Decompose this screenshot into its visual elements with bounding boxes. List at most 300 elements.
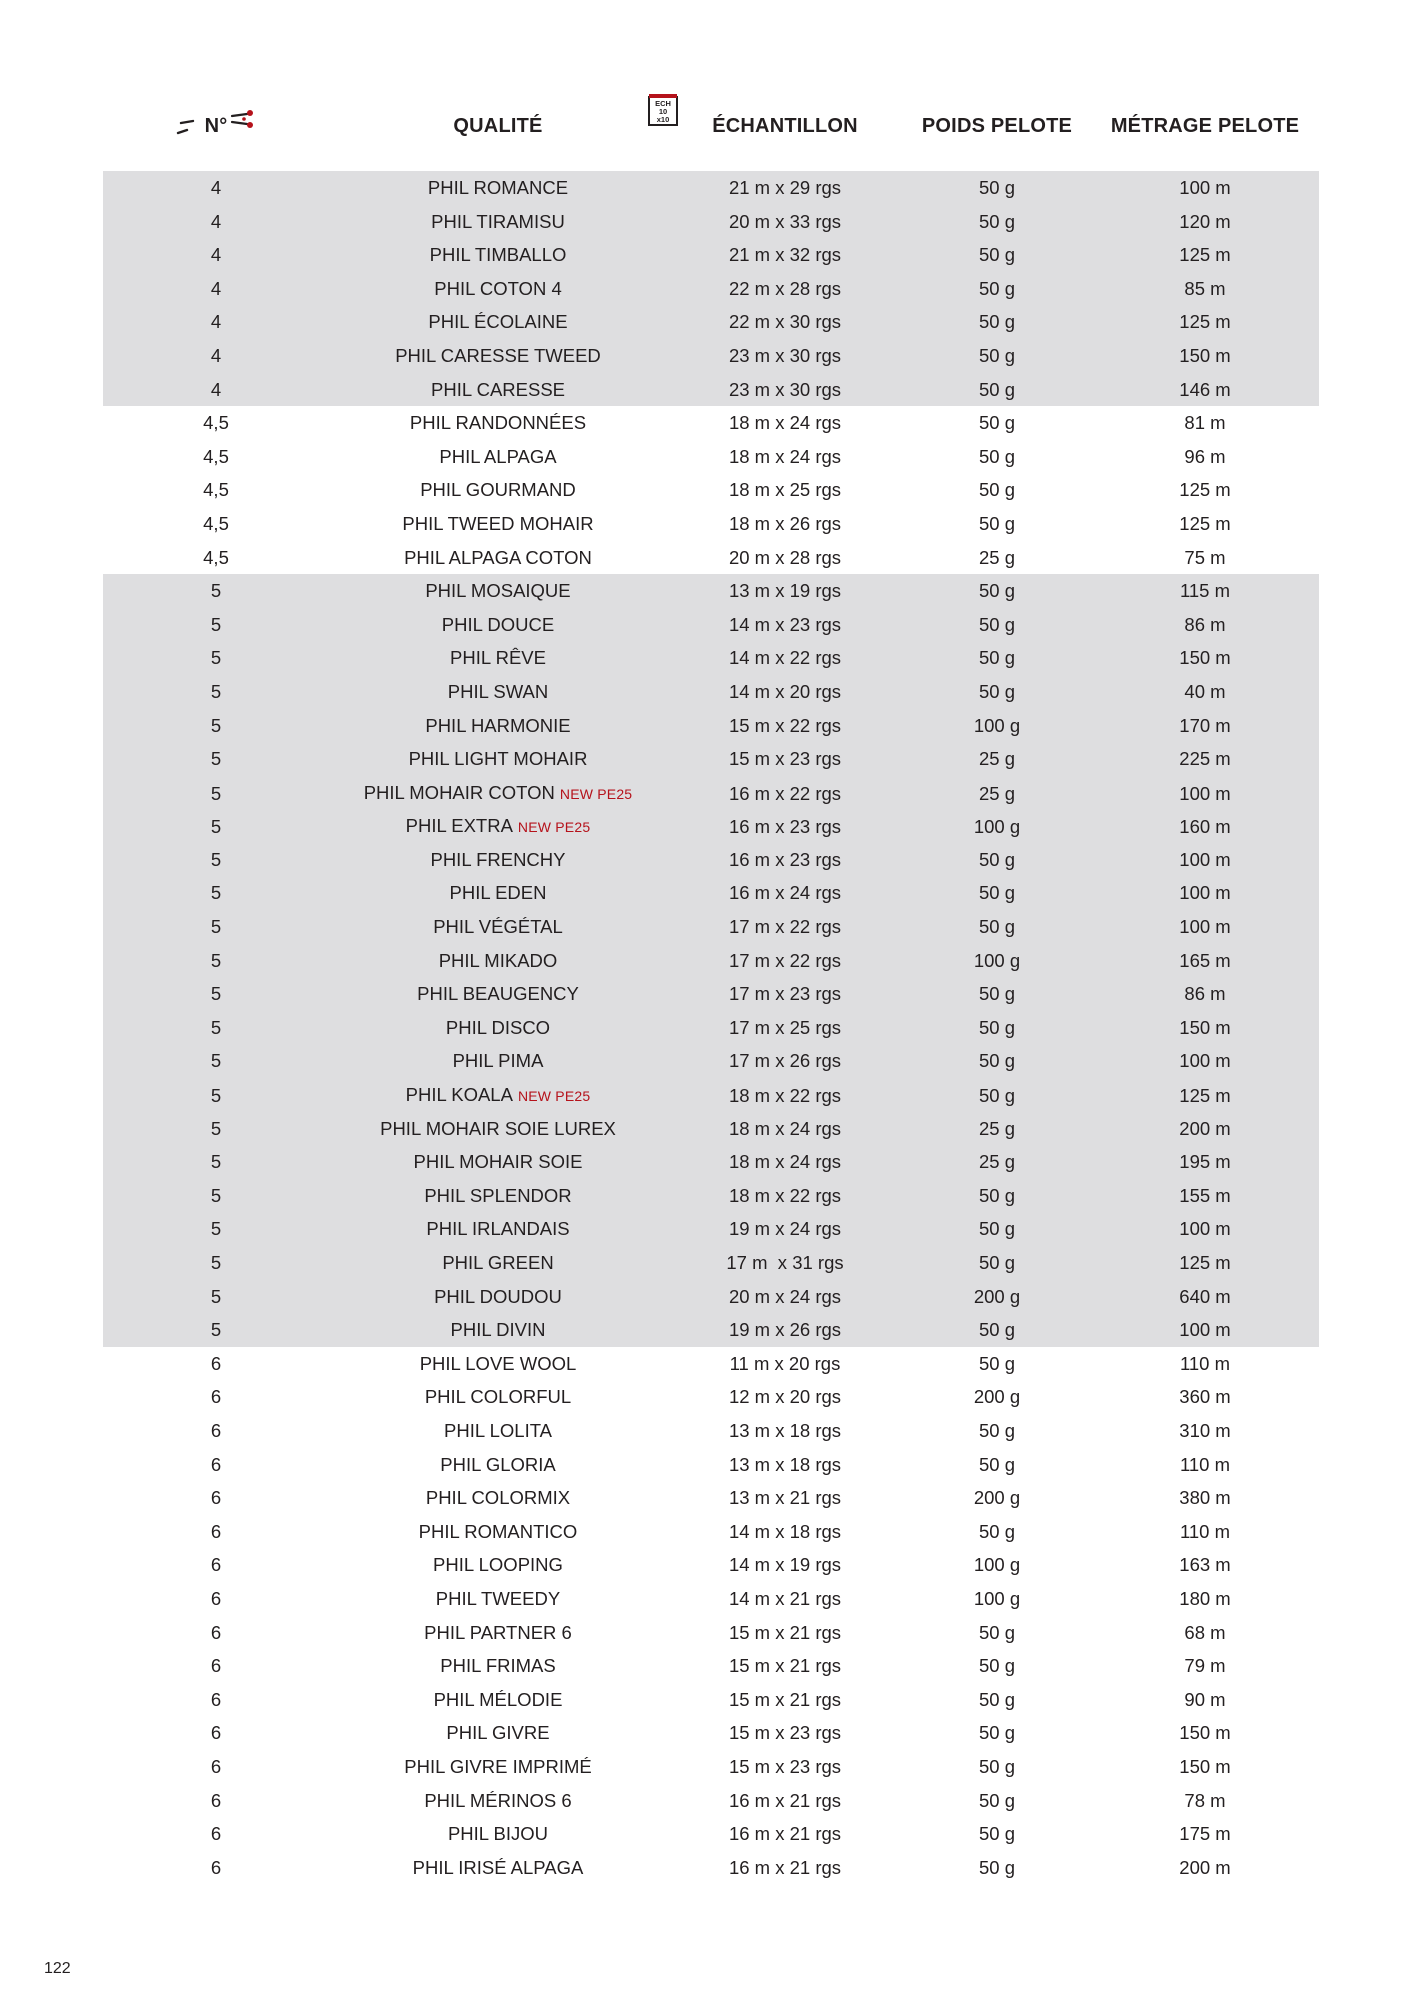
ball-weight-cell: 50 g: [978, 680, 1015, 702]
table-row: [103, 541, 1319, 575]
ball-length-cell: 100 m: [1179, 782, 1231, 804]
needle-size-cell: 4: [210, 210, 222, 232]
ball-length-cell: 86 m: [1184, 613, 1226, 635]
ball-length-cell: 180 m: [1179, 1587, 1231, 1609]
ball-length-cell: 75 m: [1184, 546, 1226, 568]
quality-cell: [329, 1582, 667, 1616]
table-row: [103, 1313, 1319, 1347]
quality-cell: [329, 1515, 667, 1549]
table-row: [103, 339, 1319, 373]
needle-size-cell: 6: [210, 1789, 222, 1811]
header-needle-size-label: N°: [204, 114, 228, 137]
ball-weight-cell: 50 g: [978, 1722, 1015, 1744]
sample-cell: 15 m x 21 rgs: [728, 1655, 842, 1677]
needle-size-cell: 5: [210, 848, 222, 870]
needle-size-cell: 5: [210, 1252, 222, 1273]
swatch-icon-line1: ECH: [655, 99, 671, 108]
ball-length-cell: 100 m: [1179, 882, 1231, 904]
ball-weight-cell: 50 g: [978, 445, 1015, 467]
ball-length-cell: 163 m: [1179, 1554, 1231, 1576]
ball-length-cell: 165 m: [1179, 949, 1231, 971]
table-row: [103, 944, 1319, 978]
quality-name: PHIL DOUDOU: [434, 1285, 562, 1307]
table-row: [103, 473, 1319, 507]
sample-cell: 13 m x 18 rgs: [728, 1453, 842, 1475]
ball-weight-cell: 200 g: [973, 1487, 1021, 1509]
ball-weight-cell: 50 g: [978, 1050, 1015, 1072]
sample-cell: 13 m x 18 rgs: [728, 1419, 842, 1441]
ball-weight-cell: 25 g: [978, 546, 1015, 568]
needle-size-cell: 5: [210, 714, 222, 736]
quality-name: PHIL GOURMAND: [420, 479, 576, 501]
ball-weight-cell: 50 g: [978, 1823, 1015, 1845]
gauge-swatch-icon: [646, 93, 680, 127]
quality-name: PHIL PIMA: [452, 1050, 544, 1072]
needle-size-cell: 6: [210, 1554, 222, 1576]
needle-size-cell: 4,5: [203, 512, 229, 534]
quality-cell: [329, 272, 667, 306]
quality-name: PHIL GIVRE: [446, 1722, 550, 1744]
sample-cell: 19 m x 24 rgs: [728, 1218, 842, 1240]
quality-cell: [329, 843, 667, 877]
quality-cell: [329, 1616, 667, 1650]
table-row: [103, 1380, 1319, 1414]
sample-cell: 16 m x 21 rgs: [728, 1823, 842, 1845]
sample-cell: 14 m x 20 rgs: [728, 680, 842, 702]
ball-length-cell: 125 m: [1179, 512, 1231, 534]
table-row: [103, 1582, 1319, 1616]
needle-size-cell: 4,5: [203, 479, 229, 501]
header-sample: ÉCHANTILLON: [712, 114, 858, 137]
ball-length-cell: 225 m: [1179, 748, 1231, 770]
table-row: [103, 742, 1319, 776]
ball-weight-cell: 100 g: [973, 1554, 1021, 1576]
table-row: [103, 641, 1319, 675]
yarn-table: [103, 171, 1319, 1884]
ball-weight-cell: 50 g: [978, 1755, 1015, 1777]
ball-weight-cell: 50 g: [978, 882, 1015, 904]
needle-size-cell: 5: [210, 983, 222, 1005]
quality-name: PHIL TIRAMISU: [431, 210, 565, 232]
ball-weight-cell: 50 g: [978, 983, 1015, 1005]
ball-length-cell: 68 m: [1184, 1621, 1226, 1643]
quality-cell: [329, 1179, 667, 1213]
quality-cell: [329, 876, 667, 910]
table-row: [103, 1683, 1319, 1717]
table-row: [103, 305, 1319, 339]
ball-weight-cell: 50 g: [978, 1085, 1015, 1107]
quality-name: PHIL KOALA: [405, 1084, 513, 1106]
quality-name: PHIL MOSAIQUE: [425, 580, 571, 602]
table-row: [103, 1011, 1319, 1045]
sample-cell: 17 m x 31 rgs: [726, 1252, 844, 1273]
quality-name: PHIL GLORIA: [440, 1453, 556, 1475]
quality-cell: [329, 1212, 667, 1246]
quality-name: PHIL DISCO: [445, 1016, 551, 1038]
quality-name: PHIL RANDONNÉES: [409, 412, 587, 434]
quality-cell: [329, 440, 667, 474]
quality-cell: [329, 373, 667, 407]
ball-length-cell: 200 m: [1179, 1117, 1231, 1139]
table-row: [103, 171, 1319, 205]
table-row: [103, 1448, 1319, 1482]
sample-cell: 16 m x 23 rgs: [728, 848, 842, 870]
sample-cell: 17 m x 25 rgs: [728, 1016, 842, 1038]
ball-weight-cell: 50 g: [978, 479, 1015, 501]
sample-cell: 18 m x 22 rgs: [728, 1184, 842, 1206]
needle-size-cell: 5: [210, 647, 222, 669]
ball-length-cell: 150 m: [1179, 1016, 1231, 1038]
sample-cell: 14 m x 22 rgs: [728, 647, 842, 669]
table-row: [103, 910, 1319, 944]
ball-length-cell: 100 m: [1179, 1319, 1231, 1341]
table-row: [103, 1649, 1319, 1683]
ball-weight-cell: 50 g: [978, 580, 1015, 602]
sample-cell: 21 m x 32 rgs: [728, 244, 842, 266]
needle-size-cell: 4,5: [203, 546, 229, 568]
table-row: [103, 1212, 1319, 1246]
quality-cell: [329, 641, 667, 675]
ball-weight-cell: 50 g: [978, 1520, 1015, 1542]
quality-name: PHIL RÊVE: [450, 647, 546, 669]
quality-cell: [329, 473, 667, 507]
needle-size-cell: 6: [210, 1487, 222, 1509]
ball-length-cell: 125 m: [1179, 1252, 1231, 1273]
table-row: [103, 1112, 1319, 1146]
ball-weight-cell: 50 g: [978, 916, 1015, 938]
table-row: [103, 608, 1319, 642]
knitting-needles-icon: [230, 103, 256, 137]
quality-name: PHIL VÉGÉTAL: [433, 916, 563, 938]
new-badge: NEW PE25: [559, 785, 633, 802]
swatch-icon-line2: 10: [658, 107, 668, 116]
sample-cell: 23 m x 30 rgs: [728, 344, 842, 366]
ball-weight-cell: 50 g: [978, 1218, 1015, 1240]
ball-weight-cell: 50 g: [978, 1016, 1015, 1038]
sample-cell: 15 m x 23 rgs: [728, 1755, 842, 1777]
table-row: [103, 1179, 1319, 1213]
needle-size-cell: 5: [210, 748, 222, 770]
quality-name: PHIL ROMANTICO: [418, 1520, 578, 1542]
table-row: [103, 440, 1319, 474]
sample-cell: 16 m x 24 rgs: [728, 882, 842, 904]
quality-name: PHIL ALPAGA: [439, 445, 557, 467]
sample-cell: 18 m x 24 rgs: [728, 1117, 842, 1139]
ball-weight-cell: 50 g: [978, 647, 1015, 669]
table-row: [103, 406, 1319, 440]
quality-cell: [329, 1649, 667, 1683]
quality-cell: [329, 1784, 667, 1818]
ball-weight-cell: 50 g: [978, 378, 1015, 400]
quality-name: PHIL TWEED MOHAIR: [402, 512, 594, 534]
needle-size-cell: 6: [210, 1520, 222, 1542]
ball-weight-cell: 50 g: [978, 1688, 1015, 1710]
ball-weight-cell: 50 g: [978, 1184, 1015, 1206]
needle-size-cell: 6: [210, 1419, 222, 1441]
needle-size-cell: 6: [210, 1688, 222, 1710]
quality-cell: [329, 305, 667, 339]
quality-name: PHIL BEAUGENCY: [417, 983, 579, 1005]
sample-cell: 14 m x 19 rgs: [728, 1554, 842, 1576]
quality-name: PHIL EDEN: [449, 882, 547, 904]
ball-weight-cell: 50 g: [978, 1252, 1015, 1273]
sample-cell: 16 m x 22 rgs: [728, 782, 842, 804]
ball-length-cell: 100 m: [1179, 1218, 1231, 1240]
ball-weight-cell: 50 g: [978, 311, 1015, 333]
quality-cell: [329, 1750, 667, 1784]
sample-cell: 21 m x 29 rgs: [728, 177, 842, 198]
quality-name: PHIL GREEN: [442, 1252, 554, 1273]
table-row: [103, 1750, 1319, 1784]
table-header: [103, 99, 1319, 144]
sample-cell: 17 m x 26 rgs: [728, 1050, 842, 1072]
sample-cell: 15 m x 21 rgs: [728, 1688, 842, 1710]
sample-cell: 23 m x 30 rgs: [728, 378, 842, 400]
ball-weight-cell: 50 g: [978, 848, 1015, 870]
needle-size-cell: 4: [210, 277, 222, 299]
ball-length-cell: 150 m: [1179, 1755, 1231, 1777]
table-row: [103, 1347, 1319, 1381]
ball-length-cell: 115 m: [1179, 580, 1231, 602]
quality-name: PHIL MIKADO: [438, 949, 558, 971]
ball-length-cell: 125 m: [1179, 1085, 1231, 1107]
quality-name: PHIL TWEEDY: [435, 1587, 561, 1609]
new-badge: NEW PE25: [517, 1088, 591, 1105]
table-row: [103, 675, 1319, 709]
quality-cell: [329, 1280, 667, 1314]
ball-weight-cell: 50 g: [978, 512, 1015, 534]
quality-name: PHIL MOHAIR SOIE LUREX: [380, 1117, 616, 1139]
ball-length-cell: 100 m: [1179, 848, 1231, 870]
quality-cell: [329, 709, 667, 743]
quality-cell: [329, 1414, 667, 1448]
quality-cell: [329, 339, 667, 373]
needle-size-cell: 6: [210, 1655, 222, 1677]
ball-weight-cell: 50 g: [978, 1789, 1015, 1811]
needle-size-cell: 4: [210, 311, 222, 333]
needle-size-cell: 5: [210, 882, 222, 904]
sample-cell: 20 m x 28 rgs: [728, 546, 842, 568]
quality-cell: [329, 541, 667, 575]
quality-cell: [329, 574, 667, 608]
quality-name: PHIL ALPAGA COTON: [404, 546, 592, 568]
ball-length-cell: 125 m: [1179, 244, 1231, 266]
quality-cell: [329, 1851, 667, 1885]
ball-weight-cell: 50 g: [978, 412, 1015, 434]
ball-weight-cell: 100 g: [973, 714, 1021, 736]
quality-cell: [329, 776, 667, 812]
ball-length-cell: 110 m: [1179, 1520, 1231, 1542]
quality-name: PHIL DIVIN: [450, 1319, 546, 1341]
sample-cell: 13 m x 21 rgs: [728, 1487, 842, 1509]
sample-cell: 14 m x 21 rgs: [728, 1587, 842, 1609]
needle-size-cell: 5: [210, 1117, 222, 1139]
quality-name: PHIL COTON 4: [434, 277, 562, 299]
ball-weight-cell: 50 g: [978, 1655, 1015, 1677]
ball-length-cell: 125 m: [1179, 311, 1231, 333]
needle-size-cell: 5: [210, 1285, 222, 1307]
quality-cell: [329, 608, 667, 642]
table-row: [103, 1280, 1319, 1314]
quality-cell: [329, 171, 667, 205]
table-row: [103, 776, 1319, 810]
ball-length-cell: 170 m: [1179, 714, 1231, 736]
quality-name: PHIL LIGHT MOHAIR: [408, 748, 588, 770]
ball-length-cell: 310 m: [1179, 1419, 1231, 1441]
sample-cell: 14 m x 18 rgs: [728, 1520, 842, 1542]
swatch-icon-line3: x10: [656, 115, 670, 124]
ball-weight-cell: 50 g: [978, 1621, 1015, 1643]
quality-name: PHIL COLORFUL: [424, 1386, 572, 1408]
table-row: [103, 272, 1319, 306]
ball-length-cell: 79 m: [1184, 1655, 1226, 1677]
needle-size-cell: 6: [210, 1621, 222, 1643]
table-row: [103, 709, 1319, 743]
quality-name: PHIL DOUCE: [441, 613, 555, 635]
quality-name: PHIL ÉCOLAINE: [428, 311, 568, 333]
ball-length-cell: 150 m: [1179, 344, 1231, 366]
ball-weight-cell: 50 g: [978, 1856, 1015, 1878]
ball-weight-cell: 50 g: [978, 277, 1015, 299]
quality-cell: [329, 1683, 667, 1717]
table-row: [103, 1414, 1319, 1448]
sample-cell: 15 m x 23 rgs: [728, 1722, 842, 1744]
quality-name: PHIL IRLANDAIS: [426, 1218, 570, 1240]
ball-length-cell: 81 m: [1184, 412, 1226, 434]
ball-length-cell: 90 m: [1184, 1688, 1226, 1710]
needle-size-cell: 6: [210, 1587, 222, 1609]
ball-length-cell: 78 m: [1184, 1789, 1226, 1811]
quality-cell: [329, 977, 667, 1011]
ball-weight-cell: 25 g: [978, 1151, 1015, 1173]
ball-length-cell: 146 m: [1179, 378, 1231, 400]
sample-cell: 14 m x 23 rgs: [728, 613, 842, 635]
quality-name: PHIL TIMBALLO: [429, 244, 567, 266]
sample-cell: 17 m x 23 rgs: [728, 983, 842, 1005]
quality-cell: [329, 406, 667, 440]
quality-name: PHIL MÉLODIE: [433, 1688, 563, 1710]
quality-cell: [329, 1011, 667, 1045]
quality-name: PHIL GIVRE IMPRIMÉ: [404, 1755, 592, 1777]
needle-size-cell: 6: [210, 1722, 222, 1744]
quality-cell: [329, 809, 667, 845]
ball-weight-cell: 50 g: [978, 613, 1015, 635]
needle-size-cell: 6: [210, 1755, 222, 1777]
sample-cell: 16 m x 21 rgs: [728, 1856, 842, 1878]
quality-name: PHIL SWAN: [447, 680, 549, 702]
ball-weight-cell: 50 g: [978, 344, 1015, 366]
header-ball-weight: POIDS PELOTE: [921, 114, 1073, 137]
ball-length-cell: 86 m: [1184, 983, 1226, 1005]
ball-length-cell: 640 m: [1179, 1285, 1231, 1307]
sample-cell: 19 m x 26 rgs: [728, 1319, 842, 1341]
table-row: [103, 1716, 1319, 1750]
sample-cell: 17 m x 22 rgs: [728, 916, 842, 938]
quality-cell: [329, 1548, 667, 1582]
quality-name: PHIL LOOPING: [433, 1554, 563, 1576]
quality-cell: [329, 238, 667, 272]
sample-cell: 15 m x 21 rgs: [728, 1621, 842, 1643]
ball-length-cell: 200 m: [1179, 1856, 1231, 1878]
sample-cell: 18 m x 24 rgs: [728, 445, 842, 467]
ball-weight-cell: 25 g: [978, 782, 1015, 804]
needle-size-cell: 5: [210, 916, 222, 938]
quality-cell: [329, 910, 667, 944]
quality-cell: [329, 1246, 667, 1280]
needle-size-cell: 6: [210, 1823, 222, 1845]
ball-weight-cell: 100 g: [973, 1587, 1021, 1609]
quality-cell: [329, 944, 667, 978]
ball-length-cell: 195 m: [1179, 1151, 1231, 1173]
needle-size-cell: 4: [210, 244, 222, 266]
quality-cell: [329, 1817, 667, 1851]
needle-size-cell: 5: [210, 680, 222, 702]
ball-weight-cell: 50 g: [978, 177, 1015, 198]
ball-length-cell: 150 m: [1179, 647, 1231, 669]
needle-size-cell: 4,5: [203, 445, 229, 467]
ball-weight-cell: 50 g: [978, 1453, 1015, 1475]
needle-size-cell: 4: [210, 177, 222, 198]
quality-name: PHIL CARESSE: [431, 378, 565, 400]
sample-cell: 18 m x 22 rgs: [728, 1085, 842, 1107]
quality-cell: [329, 1481, 667, 1515]
quality-cell: [329, 507, 667, 541]
quality-name: PHIL ROMANCE: [427, 177, 569, 198]
ball-length-cell: 100 m: [1179, 177, 1231, 198]
ball-length-cell: 360 m: [1179, 1386, 1231, 1408]
ball-length-cell: 85 m: [1184, 277, 1226, 299]
table-row: [103, 373, 1319, 407]
sample-cell: 18 m x 24 rgs: [728, 412, 842, 434]
quality-name: PHIL COLORMIX: [425, 1487, 571, 1509]
table-row: [103, 238, 1319, 272]
quality-name: PHIL IRISÉ ALPAGA: [412, 1856, 584, 1878]
needle-size-cell: 5: [210, 1151, 222, 1173]
needle-size-cell: 5: [210, 1050, 222, 1072]
quality-name: PHIL BIJOU: [447, 1823, 549, 1845]
quality-cell: [329, 1078, 667, 1114]
table-row: [103, 1044, 1319, 1078]
sample-cell: 20 m x 33 rgs: [728, 210, 842, 232]
quality-name: PHIL LOVE WOOL: [419, 1352, 577, 1374]
ball-weight-cell: 100 g: [973, 816, 1021, 838]
ball-length-cell: 100 m: [1179, 916, 1231, 938]
needle-size-cell: 5: [210, 1085, 222, 1107]
sample-cell: 17 m x 22 rgs: [728, 949, 842, 971]
quality-name: PHIL MOHAIR COTON: [363, 781, 555, 803]
sample-cell: 13 m x 19 rgs: [728, 580, 842, 602]
table-row: [103, 1246, 1319, 1280]
new-badge: NEW PE25: [517, 819, 591, 836]
needle-size-cell: 5: [210, 613, 222, 635]
needle-size-cell: 5: [210, 816, 222, 838]
sample-cell: 12 m x 20 rgs: [728, 1386, 842, 1408]
quality-cell: [329, 205, 667, 239]
ball-length-cell: 40 m: [1184, 680, 1226, 702]
ball-weight-cell: 50 g: [978, 210, 1015, 232]
sample-cell: 22 m x 30 rgs: [728, 311, 842, 333]
needle-size-cell: 5: [210, 949, 222, 971]
table-row: [103, 1515, 1319, 1549]
table-row: [103, 843, 1319, 877]
header-quality: QUALITÉ: [453, 114, 543, 137]
quality-name: PHIL MOHAIR SOIE: [413, 1151, 583, 1173]
ball-weight-cell: 50 g: [978, 244, 1015, 266]
needle-size-cell: 5: [210, 1184, 222, 1206]
table-row: [103, 1851, 1319, 1885]
quality-cell: [329, 1716, 667, 1750]
table-row: [103, 809, 1319, 843]
